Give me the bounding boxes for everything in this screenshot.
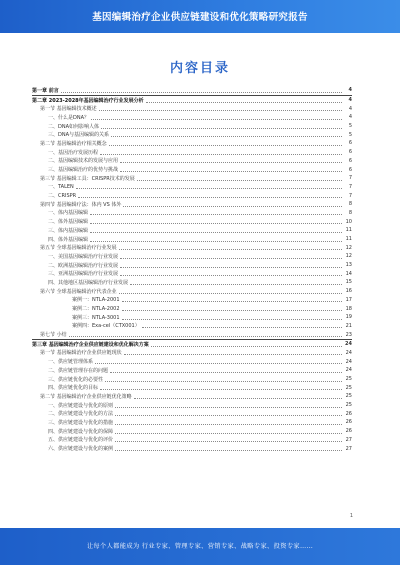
toc-entry-title: 第一章 前言 <box>32 87 59 94</box>
toc-entry-title: 一、基因治疗发展历程 <box>48 149 99 156</box>
toc-entry-page: 5 <box>348 131 352 138</box>
toc-entry-page: 26 <box>345 419 352 426</box>
toc-entry[interactable] <box>32 217 352 226</box>
toc-entry-title: 第二节 基因编辑治疗相关概念 <box>40 140 107 147</box>
toc-entry-page: 13 <box>345 262 352 269</box>
toc-entry-title: 一、供应链建设与优化的原则 <box>48 402 114 409</box>
dot-leader <box>115 441 342 442</box>
dot-leader <box>122 310 342 311</box>
dot-leader <box>115 415 342 416</box>
dot-leader <box>119 293 342 294</box>
toc-entry-title: 三、DNA与基因编辑的关系 <box>48 132 110 139</box>
dot-leader <box>90 223 342 224</box>
toc-entry[interactable] <box>32 122 352 131</box>
toc-entry-page: 25 <box>345 376 352 383</box>
toc-entry-title: 案例一：NTLA-2001 <box>72 297 120 304</box>
toc-entry[interactable] <box>32 366 352 375</box>
toc-entry-title: 二、欧洲基因编辑治疗行业发展 <box>48 262 119 269</box>
toc-entry-title: 案例四：Exa-cel（CTX001） <box>72 323 140 330</box>
toc-entry[interactable] <box>32 296 352 305</box>
toc-entry-page: 10 <box>345 218 352 225</box>
toc-entry-page: 23 <box>345 331 352 338</box>
toc-entry-page: 7 <box>348 183 352 190</box>
toc-entry[interactable] <box>32 427 352 436</box>
toc-entry[interactable] <box>32 226 352 235</box>
toc-entry[interactable] <box>32 235 352 244</box>
dot-leader <box>99 110 342 111</box>
toc-entry-title: 二、CRISPR <box>48 193 77 200</box>
dot-leader <box>130 284 342 285</box>
dot-leader <box>95 363 342 364</box>
toc-entry-title: 二、供应链建设与优化的方法 <box>48 411 114 418</box>
dot-leader <box>76 188 342 189</box>
dot-leader <box>123 206 342 207</box>
toc-entry[interactable] <box>32 375 352 384</box>
dot-leader <box>91 119 342 120</box>
toc-entry-title: 第一节 基因编辑治疗企业供应链现状 <box>40 350 122 357</box>
toc-entry-page: 26 <box>345 428 352 435</box>
toc-entry[interactable] <box>32 392 352 401</box>
toc-entry-title: 一、什么是DNA？ <box>48 114 90 121</box>
dot-leader <box>100 389 342 390</box>
toc-entry-page: 27 <box>345 436 352 443</box>
toc-entry-page: 19 <box>345 314 352 321</box>
toc-entry-page: 6 <box>348 166 352 173</box>
toc-entry[interactable] <box>32 261 352 270</box>
toc-heading: 内容目录 <box>169 61 230 76</box>
toc-entry-title: 一、供应链管理体系 <box>48 359 94 366</box>
toc-entry-page: 4 <box>348 105 352 112</box>
toc-chapter-entry[interactable] <box>32 340 352 349</box>
toc-entry-title: 五、供应链建设与优化的评价 <box>48 437 114 444</box>
toc-entry-title: 案例三：NTLA-3001 <box>72 314 120 321</box>
toc-entry-page: 26 <box>345 410 352 417</box>
toc-entry[interactable] <box>32 349 352 358</box>
toc-entry[interactable] <box>32 157 352 166</box>
toc-entry[interactable] <box>32 444 352 453</box>
toc-entry-title: 第二章 2023-2028年基因编辑治疗行业发展分析 <box>32 97 144 104</box>
toc-entry-page: 11 <box>345 236 352 243</box>
toc-entry-page: 7 <box>348 192 352 199</box>
toc-entry-title: 三、供应链建设与优化的措施 <box>48 419 114 426</box>
toc-entry[interactable] <box>32 330 352 339</box>
dot-leader <box>120 162 342 163</box>
dot-leader <box>120 258 342 259</box>
dot-leader <box>100 154 342 155</box>
dot-leader <box>90 214 342 215</box>
toc-entry-page: 7 <box>348 175 352 182</box>
toc-entry-title: 一、体内基因编辑 <box>48 210 89 217</box>
toc-entry-title: 第一节 基因编辑技术概述 <box>40 106 97 113</box>
toc-entry[interactable] <box>32 200 352 209</box>
toc-entry-page: 25 <box>345 393 352 400</box>
footer-bar <box>0 528 400 565</box>
toc-entry[interactable] <box>32 269 352 278</box>
page-number: 1 <box>349 513 353 519</box>
dot-leader <box>78 197 342 198</box>
toc-entry-page: 27 <box>345 445 352 452</box>
dot-leader <box>120 275 342 276</box>
toc-entry-page: 24 <box>345 341 352 348</box>
toc-entry-page: 8 <box>348 201 352 208</box>
toc-entry-title: 二、DNA如何影响人体 <box>48 123 100 130</box>
dot-leader <box>109 145 342 146</box>
toc-entry[interactable] <box>32 287 352 296</box>
toc-entry[interactable] <box>32 436 352 445</box>
toc-entry-page: 12 <box>345 253 352 260</box>
toc-entry-title: 第七节 小结 <box>40 332 67 339</box>
toc-entry-page: 11 <box>345 227 352 234</box>
toc-entry-page: 24 <box>345 349 352 356</box>
dot-leader <box>119 249 342 250</box>
toc-entry[interactable] <box>32 418 352 427</box>
toc-entry[interactable] <box>32 322 352 331</box>
toc-entry-page: 18 <box>345 305 352 312</box>
toc-entry-title: 四、其他地区基因编辑治疗行业发展 <box>48 279 129 286</box>
dot-leader <box>146 102 342 103</box>
toc-entry-page: 12 <box>345 244 352 251</box>
dot-leader <box>122 319 342 320</box>
toc-entry[interactable] <box>32 313 352 322</box>
toc-entry[interactable] <box>32 104 352 113</box>
toc-entry-title: 案例二：NTLA-2002 <box>72 306 120 313</box>
toc-entry-title: 第五节 全球基因编辑治疗行业发展 <box>40 245 117 252</box>
toc-entry[interactable] <box>32 357 352 366</box>
toc-entry-page: 24 <box>345 367 352 374</box>
toc-entry[interactable] <box>32 304 352 313</box>
toc-entry[interactable] <box>32 139 352 148</box>
toc-entry-page: 8 <box>348 209 352 216</box>
header-bar <box>0 0 400 33</box>
toc-entry-title: 二、基因编辑技术的发展与应用 <box>48 158 119 165</box>
toc-entry[interactable] <box>32 409 352 418</box>
toc-entry[interactable] <box>32 148 352 157</box>
toc-entry[interactable] <box>32 165 352 174</box>
dot-leader <box>115 424 342 425</box>
toc-entry[interactable] <box>32 243 352 252</box>
toc-entry-page: 4 <box>348 87 352 94</box>
dot-leader <box>115 407 342 408</box>
toc-entry-title: 第三节 基因编辑工具：CRISPR技术的发展 <box>40 175 135 182</box>
toc-entry-page: 4 <box>348 114 352 121</box>
dot-leader <box>69 336 342 337</box>
toc-entry-title: 三、体内基因编辑 <box>48 227 89 234</box>
dot-leader <box>122 301 342 302</box>
toc-entry-title: 四、供应链建设与优化的保障 <box>48 428 114 435</box>
dot-leader <box>120 267 342 268</box>
dot-leader <box>110 372 342 373</box>
toc-chapter-entry[interactable] <box>32 86 352 95</box>
toc-entry-title: 六、供应链建设与优化的案例 <box>48 446 114 453</box>
toc-entry-page: 25 <box>345 384 352 391</box>
toc-entry[interactable] <box>32 383 352 392</box>
toc-entry-title: 四、供应链优化的目标 <box>48 385 99 392</box>
toc-chapter-entry[interactable] <box>32 96 352 105</box>
toc-entry-title: 第六节 全球基因编辑治疗代表企业 <box>40 288 117 295</box>
toc-entry-title: 第三章 基因编辑治疗企业供应链建设和优化解决方案 <box>32 341 149 348</box>
dot-leader <box>61 92 342 93</box>
dot-leader <box>151 346 342 347</box>
toc-entry[interactable] <box>32 209 352 218</box>
toc-entry-title: 第二节 基因编辑治疗企业供应链优化策略 <box>40 393 132 400</box>
dot-leader <box>137 180 342 181</box>
toc-entry[interactable] <box>32 278 352 287</box>
toc-entry[interactable] <box>32 113 352 122</box>
dot-leader <box>105 381 342 382</box>
toc-entry-page: 6 <box>348 140 352 147</box>
toc-entry-title: 第四节 基因编辑疗法：体内 VS 体外 <box>40 201 122 208</box>
dot-leader <box>111 136 342 137</box>
toc-entry-page: 15 <box>345 279 352 286</box>
toc-entry-title: 四、体外基因编辑 <box>48 236 89 243</box>
toc-entry-page: 6 <box>348 157 352 164</box>
toc-entry[interactable] <box>32 183 352 192</box>
toc-entry[interactable] <box>32 191 352 200</box>
dot-leader <box>124 354 342 355</box>
table-of-contents <box>32 86 352 453</box>
toc-entry-title: 三、基因编辑治疗的优势与挑战 <box>48 167 119 174</box>
toc-entry-page: 4 <box>348 97 352 104</box>
toc-entry-title: 三、亚洲基因编辑治疗行业发展 <box>48 271 119 278</box>
toc-entry-title: 一、TALEN <box>48 184 74 191</box>
toc-entry-page: 21 <box>345 322 352 329</box>
toc-entry-page: 24 <box>345 358 352 365</box>
report-title: 基因编辑治疗企业供应链建设和优化策略研究报告 <box>92 12 308 23</box>
toc-entry-title: 二、体外基因编辑 <box>48 219 89 226</box>
toc-entry-title: 一、美国基因编辑治疗行业发展 <box>48 253 119 260</box>
toc-entry-page: 6 <box>348 149 352 156</box>
dot-leader <box>101 128 342 129</box>
dot-leader <box>90 241 342 242</box>
dot-leader <box>90 232 342 233</box>
toc-entry-page: 25 <box>345 402 352 409</box>
toc-entry-page: 16 <box>345 288 352 295</box>
dot-leader <box>142 327 342 328</box>
toc-entry[interactable] <box>32 252 352 261</box>
footer-slogan: 让每个人都能成为 行业专家、管理专家、营销专家、战略专家、投资专家…… <box>86 543 314 550</box>
toc-entry-page: 5 <box>348 123 352 130</box>
toc-entry[interactable] <box>32 130 352 139</box>
toc-entry-title: 二、供应链管理存在的问题 <box>48 367 109 374</box>
toc-entry-title: 三、供应链优化的必要性 <box>48 376 104 383</box>
toc-entry[interactable] <box>32 401 352 410</box>
dot-leader <box>134 398 342 399</box>
dot-leader <box>115 433 342 434</box>
toc-entry-page: 14 <box>345 270 352 277</box>
toc-entry-page: 17 <box>345 296 352 303</box>
dot-leader <box>120 171 342 172</box>
toc-entry[interactable] <box>32 174 352 183</box>
dot-leader <box>115 450 342 451</box>
